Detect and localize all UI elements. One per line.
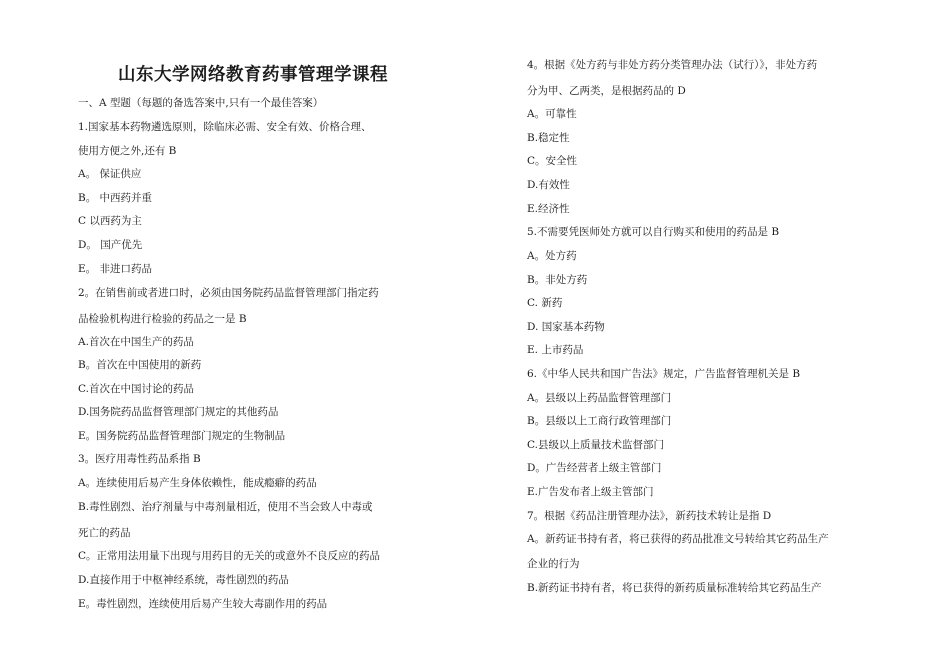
- question-2-option-c: C.首次在中国讨论的药品: [78, 383, 194, 395]
- question-2-option-b: B。首次在中国使用的新药: [78, 359, 202, 371]
- question-3-option-b-cont: 死亡的药品: [78, 527, 131, 539]
- question-7-option-a: A。新药证书持有者，将已获得的药品批准文号转给其它药品生产: [527, 533, 829, 545]
- page-title: 山东大学网络教育药事管理学课程: [118, 65, 388, 85]
- question-4-option-a: A。可靠性: [527, 108, 577, 120]
- question-1-text: 1.国家基本药物遴选原则，除临床必需、安全有效、价格合理、: [78, 121, 372, 133]
- question-5-text: 5.不需要凭医师处方就可以自行购买和使用的药品是 B: [527, 226, 780, 238]
- question-7-option-a-cont: 企业的行为: [527, 558, 580, 570]
- question-6-option-d: D。广告经营者上级主管部门: [527, 462, 662, 474]
- question-1-option-b: B。 中西药并重: [78, 192, 153, 204]
- question-5-option-c: C. 新药: [527, 297, 563, 309]
- question-1-option-a: A。 保证供应: [78, 168, 142, 180]
- question-4-option-c: C。安全性: [527, 155, 578, 167]
- question-1-option-e: E。 非进口药品: [78, 263, 153, 275]
- question-2-text: 2。在销售前或者进口时，必须由国务院药品监督管理部门指定药: [78, 287, 379, 299]
- question-2-option-e: E。国务院药品监督管理部门规定的生物制品: [78, 430, 286, 442]
- question-6-option-c: C.县级以上质量技术监督部门: [527, 439, 664, 451]
- section-heading: 一、A 型题（每题的备选答案中,只有一个最佳答案）: [78, 97, 324, 109]
- question-3-text: 3。医疗用毒性药品系指 B: [78, 453, 201, 465]
- question-5-option-d: D. 国家基本药物: [527, 321, 605, 333]
- question-1-option-c: C 以西药为主: [78, 215, 142, 227]
- question-4-option-e: E.经济性: [527, 203, 570, 215]
- question-6-text: 6.《中华人民共和国广告法》规定，广告监督管理机关是 B: [527, 368, 801, 380]
- question-3-option-c: C。正常用法用量下出现与用药目的无关的或意外不良反应的药品: [78, 550, 381, 562]
- question-2-option-d: D.国务院药品监督管理部门规定的其他药品: [78, 406, 279, 418]
- question-6-option-e: E.广告发布者上级主管部门: [527, 486, 654, 498]
- question-5-option-e: E. 上市药品: [527, 344, 584, 356]
- question-7-option-b: B.新药证书持有者，将已获得的新药质量标准转给其它药品生产: [527, 582, 822, 594]
- question-6-option-b: B。县级以上工商行政管理部门: [527, 415, 672, 427]
- question-3-option-a: A。连续使用后易产生身体依赖性，能成瘾癖的药品: [78, 477, 317, 489]
- question-1-option-d: D。 国产优先: [78, 239, 143, 251]
- question-3-option-e: E。毒性剧烈，连续使用后易产生较大毒副作用的药品: [78, 598, 328, 610]
- question-4-text: 4。根据《处方药与非处方药分类管理办法（试行）》，非处方药: [527, 59, 818, 71]
- question-2-text-cont: 品检验机构进行检验的药品之一是 B: [78, 313, 247, 325]
- question-5-option-a: A。处方药: [527, 250, 577, 262]
- question-6-option-a: A。县级以上药品监督管理部门: [527, 392, 672, 404]
- question-3-option-d: D.直接作用于中枢神经系统，毒性剧烈的药品: [78, 574, 289, 586]
- question-4-option-d: D.有效性: [527, 179, 570, 191]
- question-5-option-b: B。非处方药: [527, 274, 588, 286]
- question-7-text: 7。根据《药品注册管理办法》，新药技术转让是指 D: [527, 510, 772, 522]
- question-2-option-a: A.首次在中国生产的药品: [78, 336, 194, 348]
- question-1-text-cont: 使用方便之外,还有 B: [78, 145, 177, 157]
- question-4-text-cont: 分为甲、乙两类，是根据药品的 D: [527, 85, 686, 97]
- question-4-option-b: B.稳定性: [527, 132, 570, 144]
- question-3-option-b: B.毒性剧烈、治疗剂量与中毒剂量相近，使用不当会致人中毒或: [78, 501, 373, 513]
